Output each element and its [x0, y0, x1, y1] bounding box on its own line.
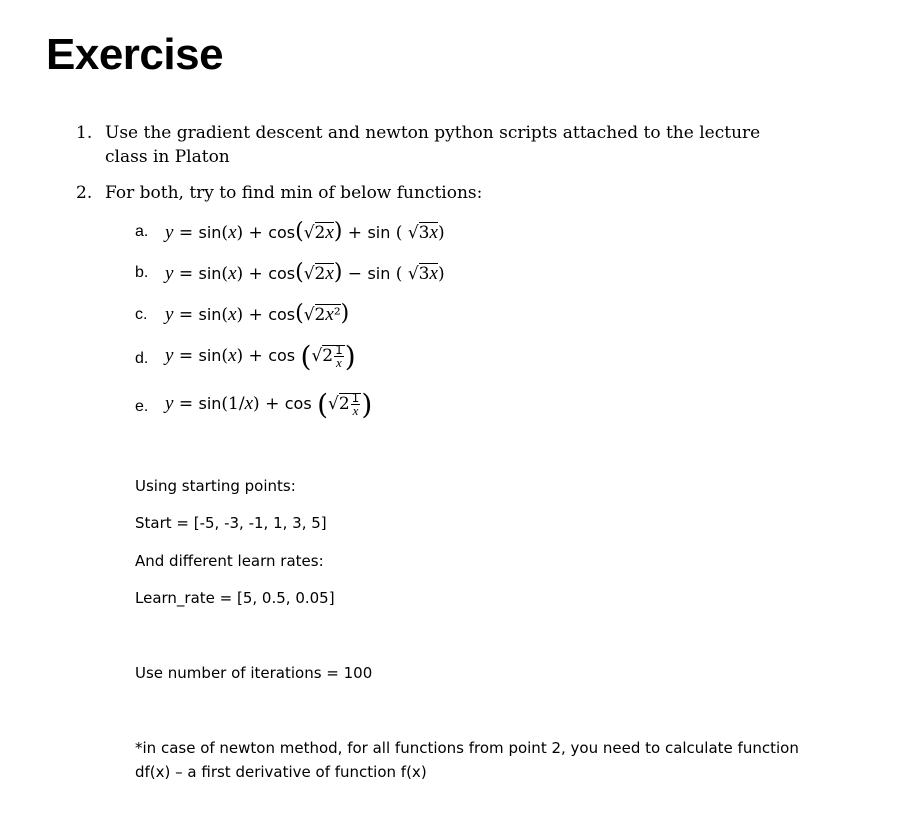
- function-d-formula: y = sin(x) + cos (√2 $\frac{1}{x}$ ): [165, 340, 356, 373]
- list-item-2-text: For both, try to find min of below functions:: [105, 183, 483, 203]
- starting-points-label: Using starting points:: [135, 477, 296, 495]
- list-number-1: 1.: [76, 123, 93, 143]
- function-b-letter: b.: [135, 264, 149, 281]
- page-title: Exercise: [46, 30, 224, 79]
- function-e-formula: y = sin(1/x) + cos (√2 $\frac{1}{x}$ ): [165, 388, 373, 421]
- function-a-letter: a.: [135, 223, 149, 240]
- list-number-2: 2.: [76, 183, 93, 203]
- list-item-1-text: Use the gradient descent and newton python scripts attached to the lecture class in Platon: [105, 123, 761, 167]
- function-c-formula: y = sin(x) + cos(√2x²): [165, 301, 350, 326]
- newton-footnote: *in case of newton method, for all functions from point 2, you need to calculate function df(x) – a first derivative of function f(x): [135, 739, 799, 781]
- iterations-note: Use number of iterations = 100: [135, 664, 373, 682]
- function-a-formula: y = sin(x) + cos(√2x) + sin ( √3x): [165, 219, 445, 244]
- function-c-letter: c.: [135, 306, 148, 323]
- learn-rate-values: Learn_rate = [5, 0.5, 0.05]: [135, 589, 335, 607]
- function-b-formula: y = sin(x) + cos(√2x) − sin ( √3x): [165, 260, 445, 285]
- start-values: Start = [-5, -3, -1, 1, 3, 5]: [135, 514, 327, 532]
- learn-rates-label: And different learn rates:: [135, 552, 324, 570]
- function-d-letter: d.: [135, 350, 149, 367]
- function-e-letter: e.: [135, 398, 149, 415]
